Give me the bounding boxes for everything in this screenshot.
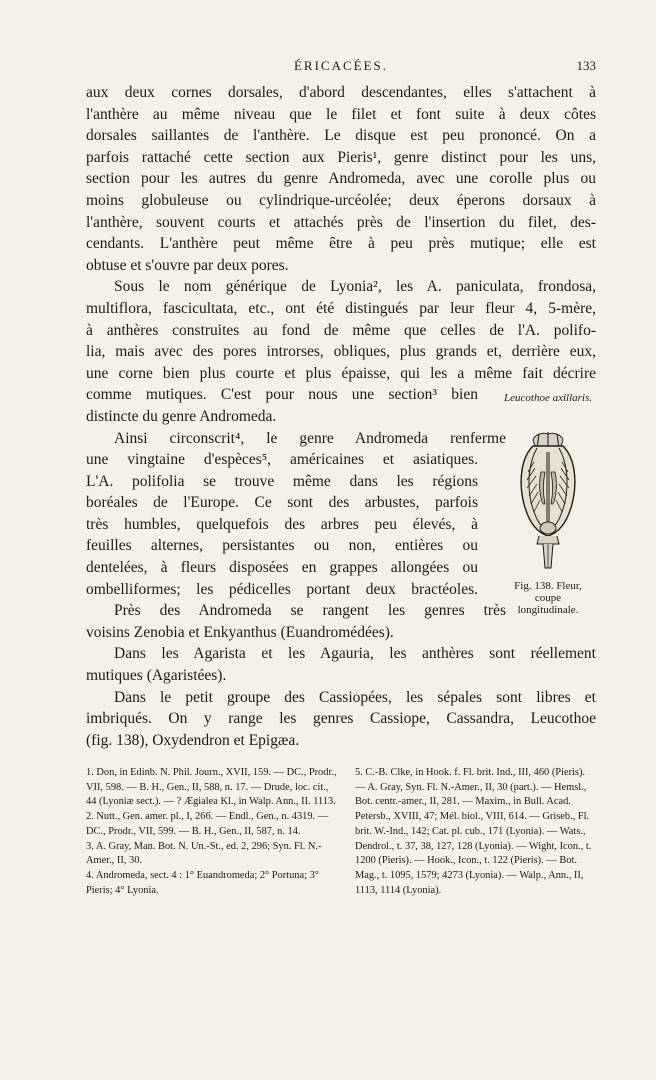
- figure-caption-line: coupe: [534, 592, 562, 604]
- body-line: dentelées, à fleurs disposées en grappes allongées ou: [86, 559, 478, 577]
- page-number: 133: [576, 58, 596, 73]
- body-line: à anthères construites au fond de même que celles de l'A. polifo-: [86, 321, 596, 339]
- body-line: mutiques (Agaristées).: [86, 667, 227, 685]
- body-line: parfois rattaché cette section aux Pieris¹, genre distinct pour les uns,: [86, 148, 596, 166]
- body-line: Près des Andromeda se rangent les genres très: [114, 602, 506, 620]
- body-line: très humbles, quelquefois des arbres peu élevés, à: [86, 515, 478, 533]
- body-line: comme mutiques. C'est pour nous une section³ bien: [86, 386, 478, 404]
- body-line: section pour les autres du genre Andromeda, avec une corolle plus ou: [86, 170, 596, 188]
- body-line: aux deux cornes dorsales, d'abord descendantes, elles s'attachent à: [86, 84, 596, 101]
- body-line: Dans le petit groupe des Cassiopées, les sépales sont libres et: [114, 688, 596, 706]
- body-line: obtuse et s'ouvre par deux pores.: [86, 256, 289, 274]
- body-line: l'anthère, souvent courts et attachés près de l'insertion du filet, des-: [86, 213, 596, 231]
- body-line: une corne bien plus courte et plus épaisse, qui les a même fait décrire: [86, 364, 596, 382]
- body-line: lia, mais avec des pores introrses, obliques, plus grands et, derrière eux,: [86, 343, 596, 361]
- body-line: ombelliformes; les pédicelles portant deux bractéoles.: [86, 580, 478, 598]
- body-line: imbriqués. On y range les genres Cassiope, Cassandra, Leucothoe: [86, 710, 596, 728]
- figure-caption-line: Fig. 138. Fleur,: [514, 580, 582, 592]
- footnotes-left-column: [86, 766, 338, 898]
- footnote: 3. A. Gray, Man. Bot. N. Un.-St., ed. 2, 296; Syn. Fl. N.-Amer., II, 30.: [86, 840, 322, 867]
- body-line: une vingtaine d'espèces⁵, américaines et asiatiques.: [86, 451, 478, 469]
- running-head: [86, 58, 596, 76]
- body-line: cendants. L'anthère peut même être à peu près mutique; elle est: [86, 235, 596, 253]
- body-line: distincte du genre Andromeda.: [86, 407, 277, 425]
- footnote: 1. Don, in Edinb. N. Phil. Journ., XVII, 159. — DC., Prodr., VII, 598. — B. H., Gen., II, 588, n. 17. — Drude, loc. cit., 44 (Lyoniæ sect.). — ? Ægialea Kl., in Walp. Ann., II. 1113.: [86, 767, 337, 808]
- body-line: multiflora, fascicultata, etc., ont été distingués par leur fleur 4, 5-mère,: [86, 299, 596, 317]
- body-line: voisins Zenobia et Enkyanthus (Euandromédées).: [86, 623, 394, 641]
- body-line: Ainsi circonscrit⁴, le genre Andromeda renferme: [114, 429, 506, 447]
- running-title: ÉRICACÉES.: [293, 58, 389, 73]
- figure-138: [492, 392, 604, 616]
- figure-species-label: Leucothoe axillaris.: [504, 392, 592, 404]
- body-line: (fig. 138), Oxydendron et Epigæa.: [86, 731, 300, 749]
- figure-caption: [492, 580, 604, 616]
- body-line: Dans les Agarista et les Agauria, les anthères sont réellement: [114, 645, 596, 663]
- body-line: boréales de l'Europe. Ce sont des arbustes, parfois: [86, 494, 478, 512]
- body-line: dorsales saillantes de l'anthère. Le disque est peu prononcé. On a: [86, 127, 596, 145]
- footnote: 4. Andromeda, sect. 4 : 1° Euandromeda; 2° Portuna; 3° Pieris; 4° Lyonia.: [86, 869, 319, 896]
- footnotes-right-column: [355, 766, 596, 898]
- body-line: Sous le nom générique de Lyonia², les A. paniculata, frondosa,: [114, 278, 596, 296]
- footnote: 5. C.-B. Clke, in Hook. f. Fl. brit. Ind., III, 460 (Pieris). — A. Gray, Syn. Fl. N.-Amer., II, 30 (part.). — Hemsl., Bot. centr.-amer., II, 281. — Maxim., in Bull. Acad. Petersb., XVIII, 47; Mél. biol., VIII, 614. — Griseb., Fl. brit. W.-Ind., 142; Cat. pl. cub., 171 (Lyonia). — Wats., Dendrol., t. 37, 38, 127, 128 (Lyonia). — Wight, Icon., t. 1200 (Pieris). — Hook., Icon., t. 122 (Pieris). — Bot. Mag., t. 1095, 1579; 4273 (Lyonia). — Walp., Ann., II, 1113, 1114 (Lyonia).: [355, 767, 592, 896]
- body-line: feuilles alternes, persistantes ou non, entières ou: [86, 537, 478, 555]
- body-line: l'anthère au même niveau que le filet et font suite à deux côtes: [86, 105, 596, 123]
- footnote: 2. Nutt., Gen. amer. pl., I, 266. — Endl., Gen., n. 4319. — DC., Prodr., VII, 599. — B. H., Gen., II, 587, n. 14.: [86, 811, 329, 837]
- flower-section-illustration: [517, 432, 579, 572]
- body-line: L'A. polifolia se trouve même dans les régions: [86, 472, 478, 490]
- body-line: moins globuleuse ou cylindrique-urcéolée; deux éperons dorsaux à: [86, 191, 596, 209]
- figure-caption-line: longitudinale.: [517, 604, 579, 616]
